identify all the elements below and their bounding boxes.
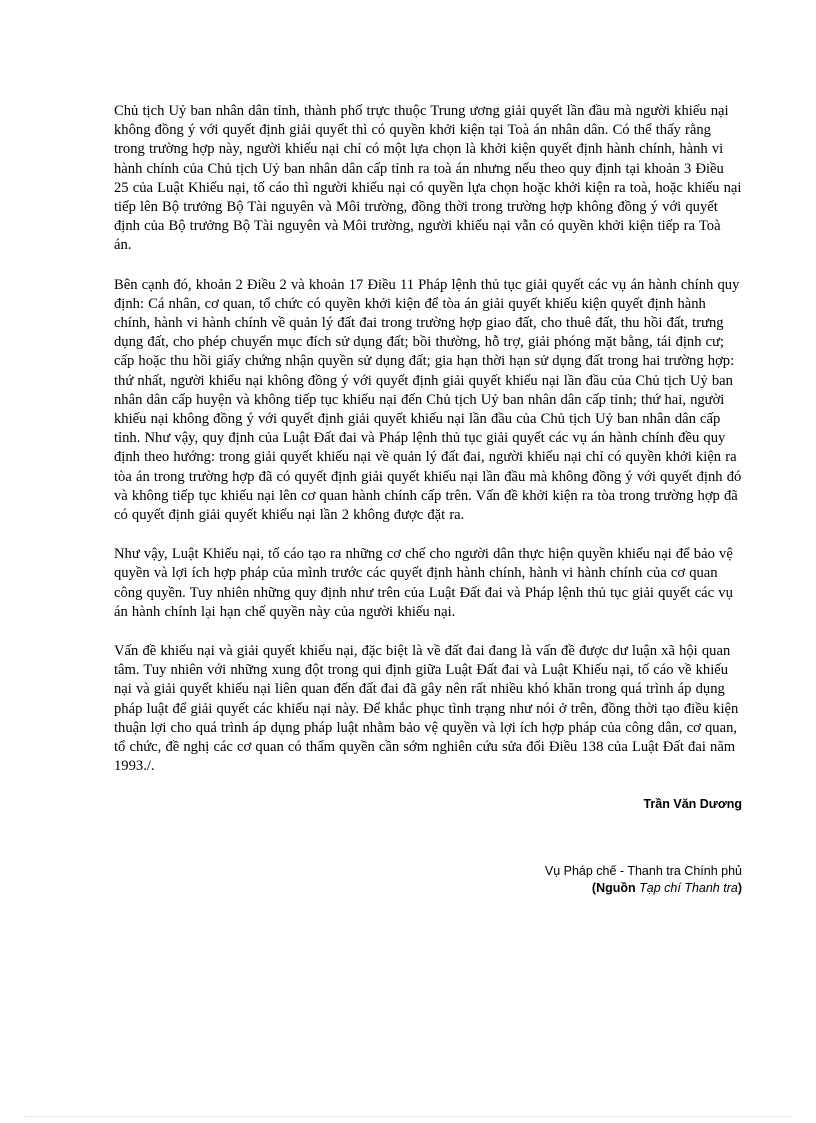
source-open-paren: ( (591, 880, 597, 895)
article-body (114, 102, 742, 897)
source-line (114, 880, 742, 897)
source-label: Nguồn (596, 880, 636, 895)
author-affiliation: Vụ Pháp chế - Thanh tra Chính phủ (544, 863, 742, 878)
source-name: Tạp chí Thanh tra (639, 880, 738, 895)
page-bottom-divider (24, 1116, 792, 1117)
paragraph-2: Bên cạnh đó, khoản 2 Điều 2 và khoản 17 Điều 11 Pháp lệnh thủ tục giải quyết các vụ án hành chính quy định: Cá nhân, cơ quan, tổ chức có quyền khởi kiện để tòa án giải quyết khiếu kiện quyết định hành chính, hành vi hành chính về quản lý đất đai trong trường hợp giao đất, cho thuê đất, thu hồi đất, trưng dụng đất, cho phép chuyển mục đích sử dụng đất; bồi thường, hỗ trợ, giải phóng mặt bằng, tái định cư; cấp hoặc thu hồi giấy chứng nhận quyền sử dụng đất; gia hạn thời hạn sử dụng đất trong hai trường hợp: thứ nhất, người khiếu nại không đồng ý với quyết định giải quyết khiếu nại lần đầu của Chủ tịch Uỷ ban nhân dân cấp huyện và không tiếp tục khiếu nại đến Chủ tịch Uỷ ban nhân dân cấp tỉnh; thứ hai, người khiếu nại không đồng ý với quyết định giải quyết khiếu nại lần đầu của Chủ tịch Uỷ ban nhân dân cấp tỉnh. Như vậy, quy định của Luật Đất đai và Pháp lệnh thủ tục giải quyết các vụ án hành chính đều quy định theo hướng: trong giải quyết khiếu nại về quản lý đất đai, người khiếu nại chỉ có quyền khởi kiện ra tòa án trong trường hợp đã có quyết định giải quyết khiếu nại lần đầu mà không đồng ý với quyết định đó và không tiếp tục khiếu nại lên cơ quan hành chính cấp trên. Vấn đề khởi kiện ra tòa trong trường hợp đã có quyết định giải quyết khiếu nại lần 2 không được đặt ra. (114, 276, 742, 524)
author-name: Trần Văn Dương (643, 796, 742, 811)
paragraph-3: Như vậy, Luật Khiếu nại, tố cáo tạo ra những cơ chế cho người dân thực hiện quyền khiếu nại để bảo vệ quyền và lợi ích hợp pháp của mình trước các quyết định hành chính, hành vi hành chính của cơ quan công quyền. Tuy nhiên những quy định như trên của Luật Đất đai và Pháp lệnh thủ tục giải quyết các vụ án hành chính lại hạn chế quyền này của người khiếu nại. (114, 546, 733, 620)
paragraph-1: Chủ tịch Uỷ ban nhân dân tỉnh, thành phố trực thuộc Trung ương giải quyết lần đầu mà người khiếu nại không đồng ý với quyết định giải quyết thì có quyền khởi kiện tại Toà án nhân dân. Có thể thấy rằng trong trường hợp này, người khiếu nại chỉ có một lựa chọn là khởi kiện quyết định hành chính, hành vi hành chính của Chủ tịch Uỷ ban nhân dân cấp tỉnh ra toà án nhưng nếu theo quy định tại khoản 3 Điều 25 của Luật Khiếu nại, tố cáo thì người khiếu nại có quyền lựa chọn hoặc khởi kiện ra toà, hoặc khiếu nại tiếp lên Bộ trưởng Bộ Tài nguyên và Môi trường, đồng thời trong trường hợp không đồng ý với quyết định của Bộ trưởng Bộ Tài nguyên và Môi trường, người khiếu nại vẫn có quyền khởi kiện tiếp ra Toà án. (114, 103, 742, 254)
paragraph-4: Vấn đề khiếu nại và giải quyết khiếu nại, đặc biệt là về đất đai đang là vấn đề được dư luận xã hội quan tâm. Tuy nhiên với những xung đột trong qui định giữa Luật Đất đai và Luật Khiếu nại, tố cáo về khiếu nại và giải quyết khiếu nại liên quan đến đất đai đã gây nên rất nhiều khó khăn trong quá trình áp dụng pháp luật để giải quyết các khiếu nại này. Để khắc phục tình trạng như nói ở trên, đồng thời tạo điều kiện thuận lợi cho quá trình áp dụng pháp luật nhằm bảo vệ quyền và lợi ích hợp pháp của công dân, cơ quan, tổ chức, đề nghị các cơ quan có thẩm quyền cần sớm nghiên cứu sửa đổi Điều 138 của Luật Đất đai năm 1993./. (114, 643, 739, 775)
source-block (114, 863, 742, 897)
source-close-paren: ) (737, 880, 742, 895)
